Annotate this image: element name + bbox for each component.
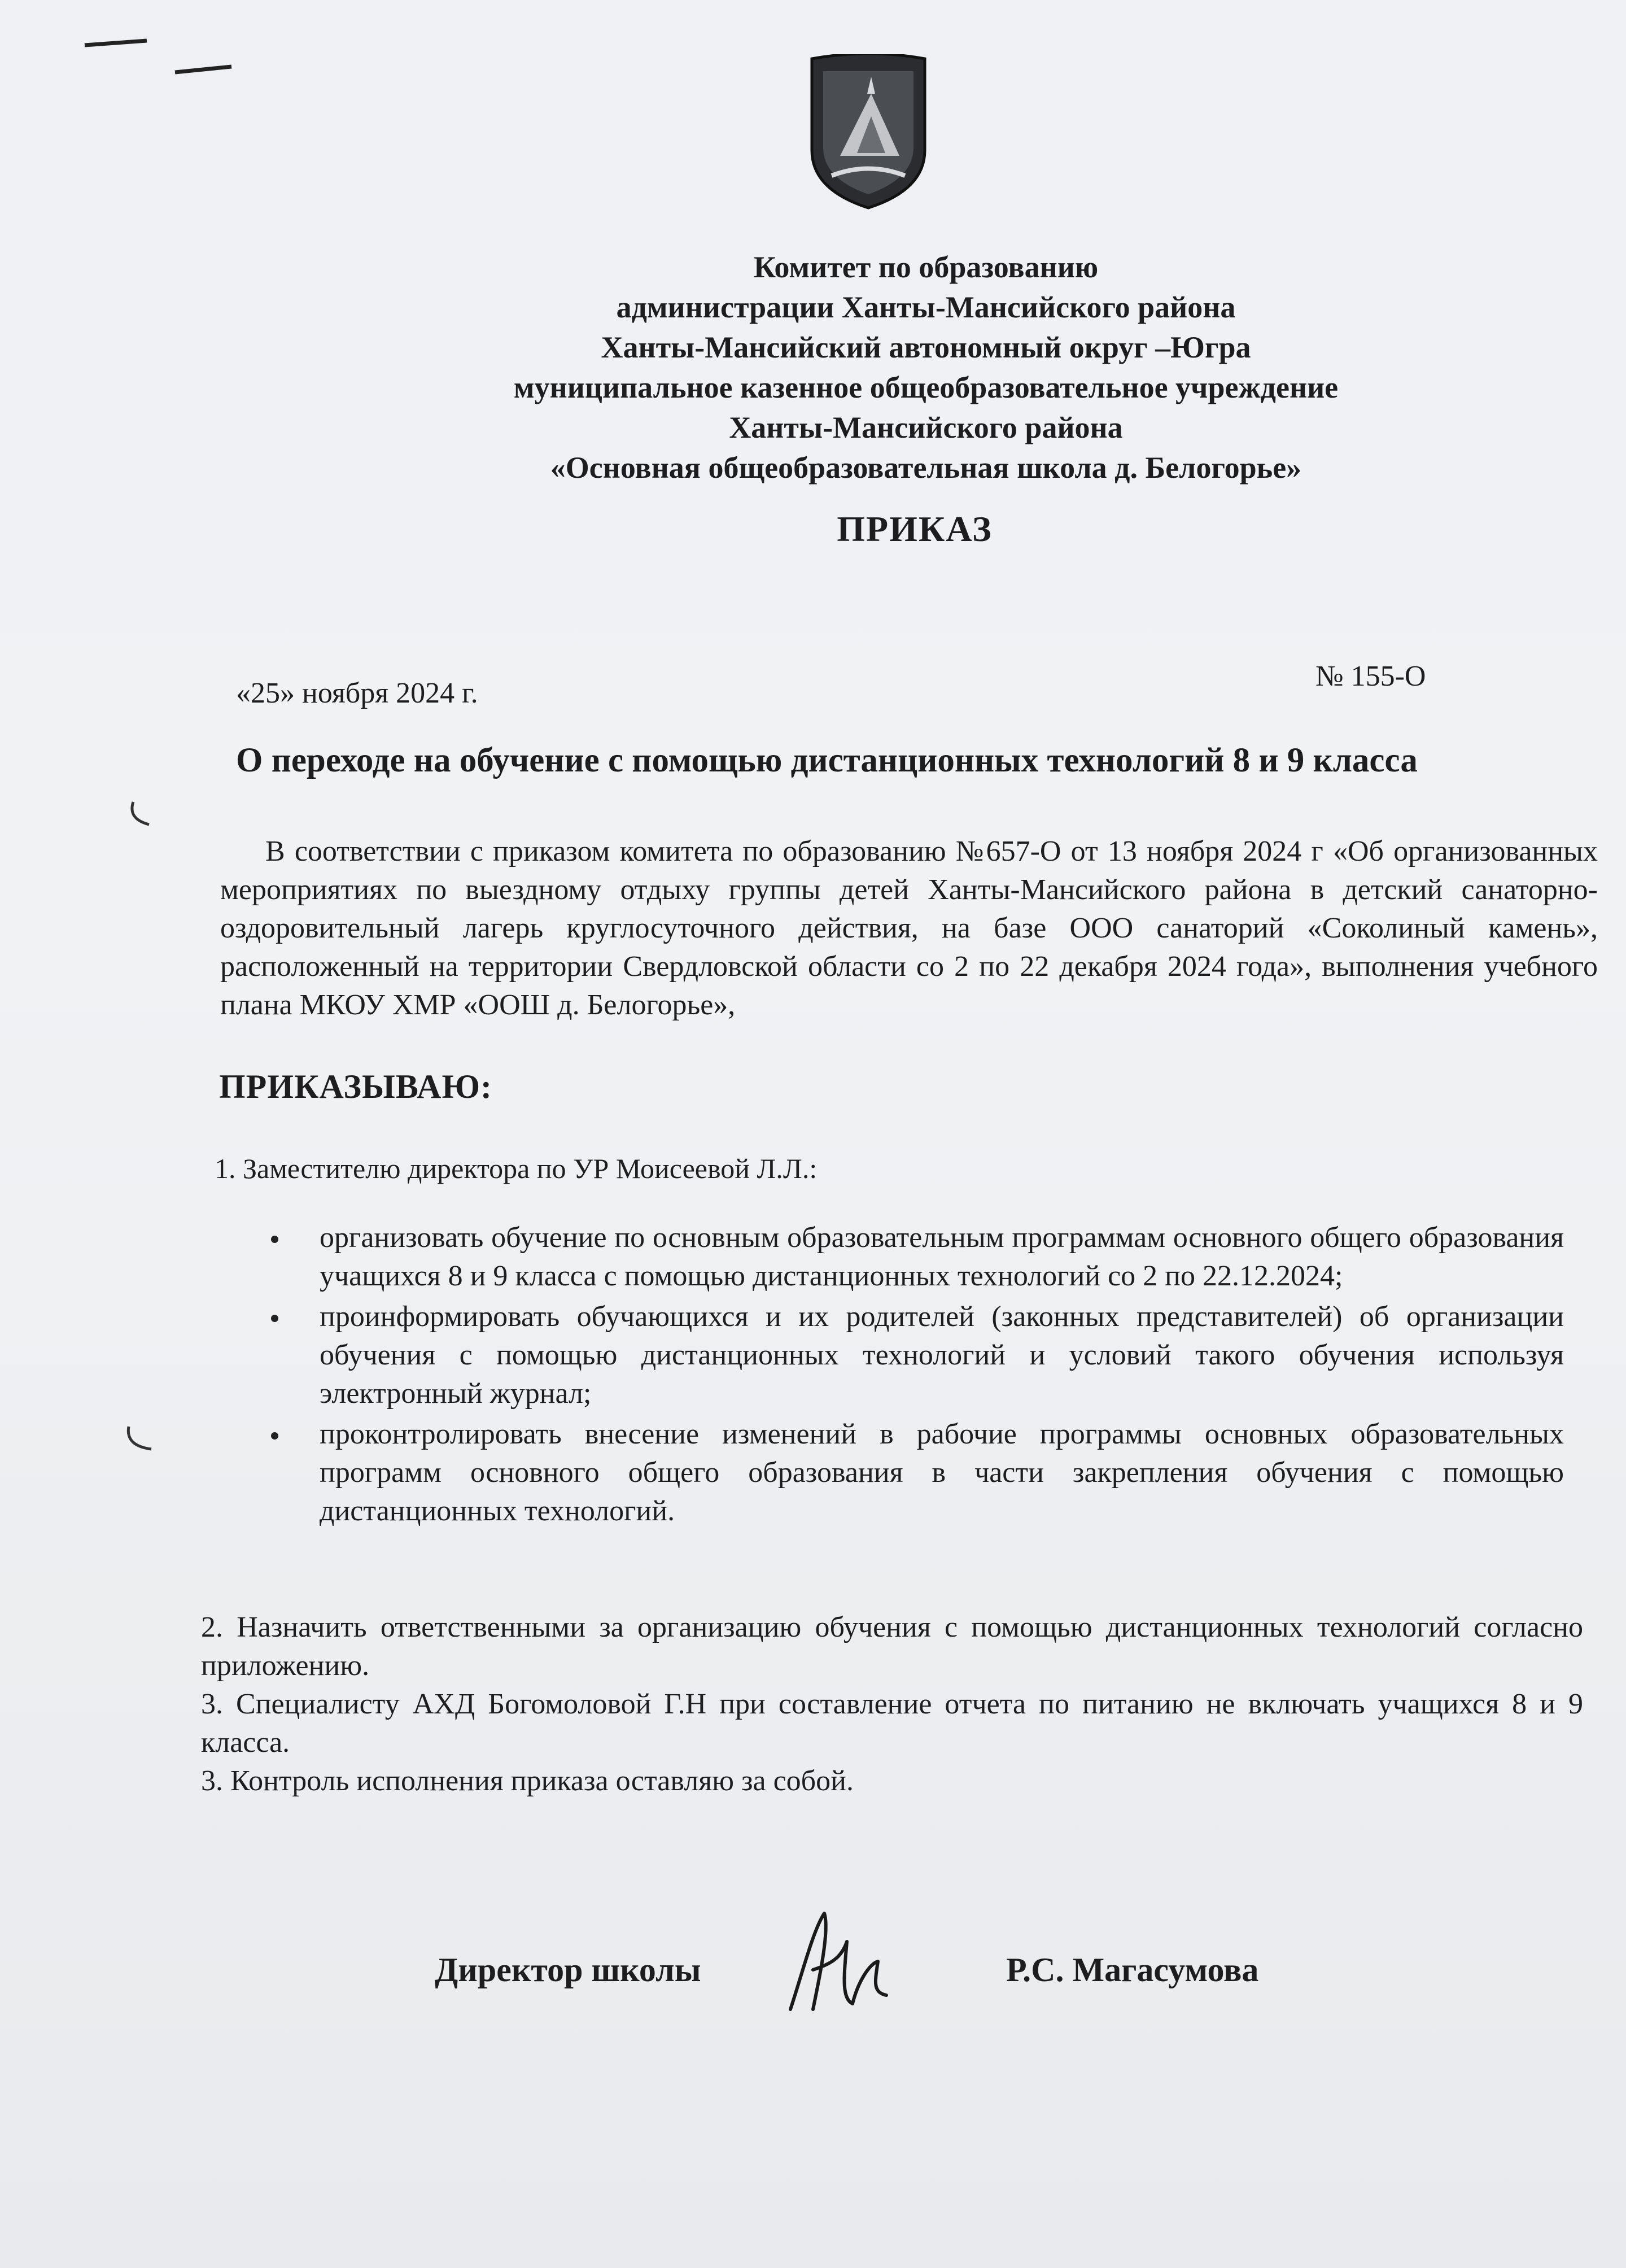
bullet-item [265,1415,1564,1530]
header-line: Комитет по образованию [753,250,1099,284]
coat-of-arms-emblem [801,54,936,212]
bullet-item [265,1298,1564,1413]
bullet-text: проинформировать обучающихся и их родителей (законных представителей) об организации обучения с помощью дистанционных технологий и условий такого обучения используя электронный журнал; [320,1301,1564,1410]
preamble-paragraph: В соответствии с приказом комитета по образованию №657-О от 13 ноября 2024 г «Об организованных мероприятиях по выездному отдыху группы детей Ханты-Мансийского района в детский санаторно-оздоровительный лагерь круглосуточного действия, на базе ООО санаторий «Соколиный камень», расположенный на территории Свердловской области со 2 по 22 декабря 2024 года», выполнения учебного плана МКОУ ХМР «ООШ д. Белогорье», [220,835,1598,1021]
bullet-text: организовать обучение по основным образовательным программам основного общего образования учащихся 8 и 9 класса с помощью дистанционных технологий со 2 по 22.12.2024; [320,1222,1564,1292]
header-line: администрации Ханты-Мансийского района [616,290,1236,324]
header-line: Ханты-Мансийского района [729,411,1123,444]
item-3: 3. Специалисту АХД Богомоловой Г.Н при составление отчета по питанию не включать учащихся 8 и 9 класса. [201,1688,1583,1759]
order-subject: О переходе на обучение с помощью дистанционных технологий 8 и 9 класса [236,742,1418,779]
item-1: 1. Заместителю директора по УР Моисеевой Л.Л.: [215,1153,818,1184]
command-heading: ПРИКАЗЫВАЮ: [219,1068,493,1105]
item-4: 3. Контроль исполнения приказа оставляю за собой. [201,1765,854,1797]
organization-header [395,247,1457,488]
order-number: № 155-О [1315,660,1426,692]
bullet-text: проконтролировать внесение изменений в рабочие программы основных образовательных программ основного общего образования в части закрепления обучения с помощью дистанционных технологий. [320,1418,1564,1527]
bullet-dot-icon [271,1315,278,1322]
handwritten-signature [779,1896,892,2026]
signatory-role: Директор школы [435,1951,701,1988]
item-1-bullet-list [265,1219,1564,1533]
header-line: Ханты-Мансийский автономный округ –Югра [601,330,1251,364]
order-date: «25» ноября 2024 г. [236,677,478,709]
order-title: ПРИКАЗ [837,509,993,549]
header-line: муниципальное казенное общеобразовательное учреждение [513,370,1339,404]
header-line: «Основная общеобразовательная школа д. Белогорье» [550,451,1302,485]
bullet-dot-icon [271,1236,278,1243]
signatory-name: Р.С. Магасумова [1006,1951,1259,1988]
bullet-dot-icon [271,1432,278,1440]
signature-block [435,1930,1338,2009]
item-2: 2. Назначить ответственными за организацию обучения с помощью дистанционных технологий согласно приложению. [201,1611,1583,1682]
bullet-item [265,1219,1564,1296]
numbered-items [201,1608,1583,1800]
